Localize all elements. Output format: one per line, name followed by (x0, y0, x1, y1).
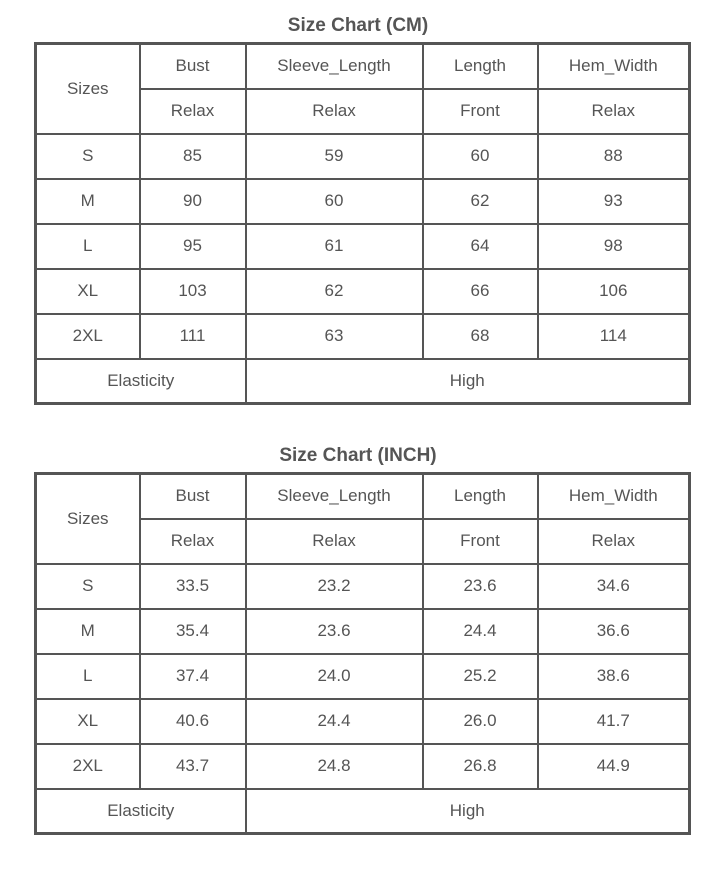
bust-cell: 103 (140, 269, 246, 314)
bust-cell: 85 (140, 134, 246, 179)
sleeve-length-cell: 59 (246, 134, 423, 179)
hem-width-cell: 44.9 (538, 744, 690, 789)
elasticity-value: High (246, 359, 690, 404)
hem-width-cell: 36.6 (538, 609, 690, 654)
elasticity-label: Elasticity (36, 789, 246, 834)
hem-width-cell: 38.6 (538, 654, 690, 699)
bust-cell: 35.4 (140, 609, 246, 654)
hem-width-cell: 106 (538, 269, 690, 314)
column-subheader-length: Front (423, 519, 538, 564)
sleeve-length-cell: 24.4 (246, 699, 423, 744)
hem-width-cell: 88 (538, 134, 690, 179)
sleeve-length-cell: 60 (246, 179, 423, 224)
chart-title-cm: Size Chart (CM) (287, 15, 429, 36)
sleeve-length-cell: 23.6 (246, 609, 423, 654)
table-row (36, 564, 690, 609)
size-cell: M (36, 179, 140, 224)
sleeve-length-cell: 23.2 (246, 564, 423, 609)
hem-width-cell: 114 (538, 314, 690, 359)
hem-width-cell: 34.6 (538, 564, 690, 609)
length-cell: 64 (423, 224, 538, 269)
chart-title-inch: Size Chart (INCH) (279, 445, 437, 466)
size-table-cm (34, 42, 691, 405)
column-header-sleeve-length: Sleeve_Length (246, 474, 423, 519)
column-subheader-bust: Relax (140, 519, 246, 564)
table-row (36, 134, 690, 179)
length-cell: 24.4 (423, 609, 538, 654)
bust-cell: 40.6 (140, 699, 246, 744)
elasticity-row (36, 359, 690, 404)
sleeve-length-cell: 62 (246, 269, 423, 314)
column-subheader-sleeve-length: Relax (246, 519, 423, 564)
table-row (36, 179, 690, 224)
sleeve-length-cell: 63 (246, 314, 423, 359)
column-subheader-sleeve-length: Relax (246, 89, 423, 134)
size-cell: XL (36, 699, 140, 744)
length-cell: 68 (423, 314, 538, 359)
size-cell: S (36, 564, 140, 609)
size-cell: L (36, 654, 140, 699)
length-cell: 26.0 (423, 699, 538, 744)
elasticity-label: Elasticity (36, 359, 246, 404)
bust-cell: 37.4 (140, 654, 246, 699)
table-row (36, 699, 690, 744)
column-header-hem-width: Hem_Width (538, 44, 690, 89)
sizes-header: Sizes (36, 474, 140, 564)
elasticity-row (36, 789, 690, 834)
elasticity-value: High (246, 789, 690, 834)
column-header-bust: Bust (140, 44, 246, 89)
size-cell: 2XL (36, 744, 140, 789)
table-row (36, 314, 690, 359)
hem-width-cell: 41.7 (538, 699, 690, 744)
hem-width-cell: 98 (538, 224, 690, 269)
length-cell: 25.2 (423, 654, 538, 699)
table-row (36, 269, 690, 314)
sleeve-length-cell: 24.0 (246, 654, 423, 699)
sleeve-length-cell: 61 (246, 224, 423, 269)
length-cell: 66 (423, 269, 538, 314)
size-cell: L (36, 224, 140, 269)
length-cell: 60 (423, 134, 538, 179)
column-subheader-hem-width: Relax (538, 89, 690, 134)
bust-cell: 95 (140, 224, 246, 269)
table-row (36, 224, 690, 269)
size-cell: M (36, 609, 140, 654)
column-header-sleeve-length: Sleeve_Length (246, 44, 423, 89)
bust-cell: 43.7 (140, 744, 246, 789)
table-row (36, 654, 690, 699)
header-row (36, 44, 690, 89)
bust-cell: 33.5 (140, 564, 246, 609)
hem-width-cell: 93 (538, 179, 690, 224)
size-cell: XL (36, 269, 140, 314)
table-row (36, 744, 690, 789)
sizes-header: Sizes (36, 44, 140, 134)
size-table-inch (34, 472, 691, 835)
column-subheader-length: Front (423, 89, 538, 134)
table-row (36, 609, 690, 654)
column-subheader-hem-width: Relax (538, 519, 690, 564)
header-row (36, 474, 690, 519)
length-cell: 26.8 (423, 744, 538, 789)
column-header-length: Length (423, 44, 538, 89)
size-cell: S (36, 134, 140, 179)
bust-cell: 90 (140, 179, 246, 224)
sleeve-length-cell: 24.8 (246, 744, 423, 789)
column-header-length: Length (423, 474, 538, 519)
bust-cell: 111 (140, 314, 246, 359)
size-cell: 2XL (36, 314, 140, 359)
column-header-bust: Bust (140, 474, 246, 519)
length-cell: 62 (423, 179, 538, 224)
column-subheader-bust: Relax (140, 89, 246, 134)
length-cell: 23.6 (423, 564, 538, 609)
column-header-hem-width: Hem_Width (538, 474, 690, 519)
